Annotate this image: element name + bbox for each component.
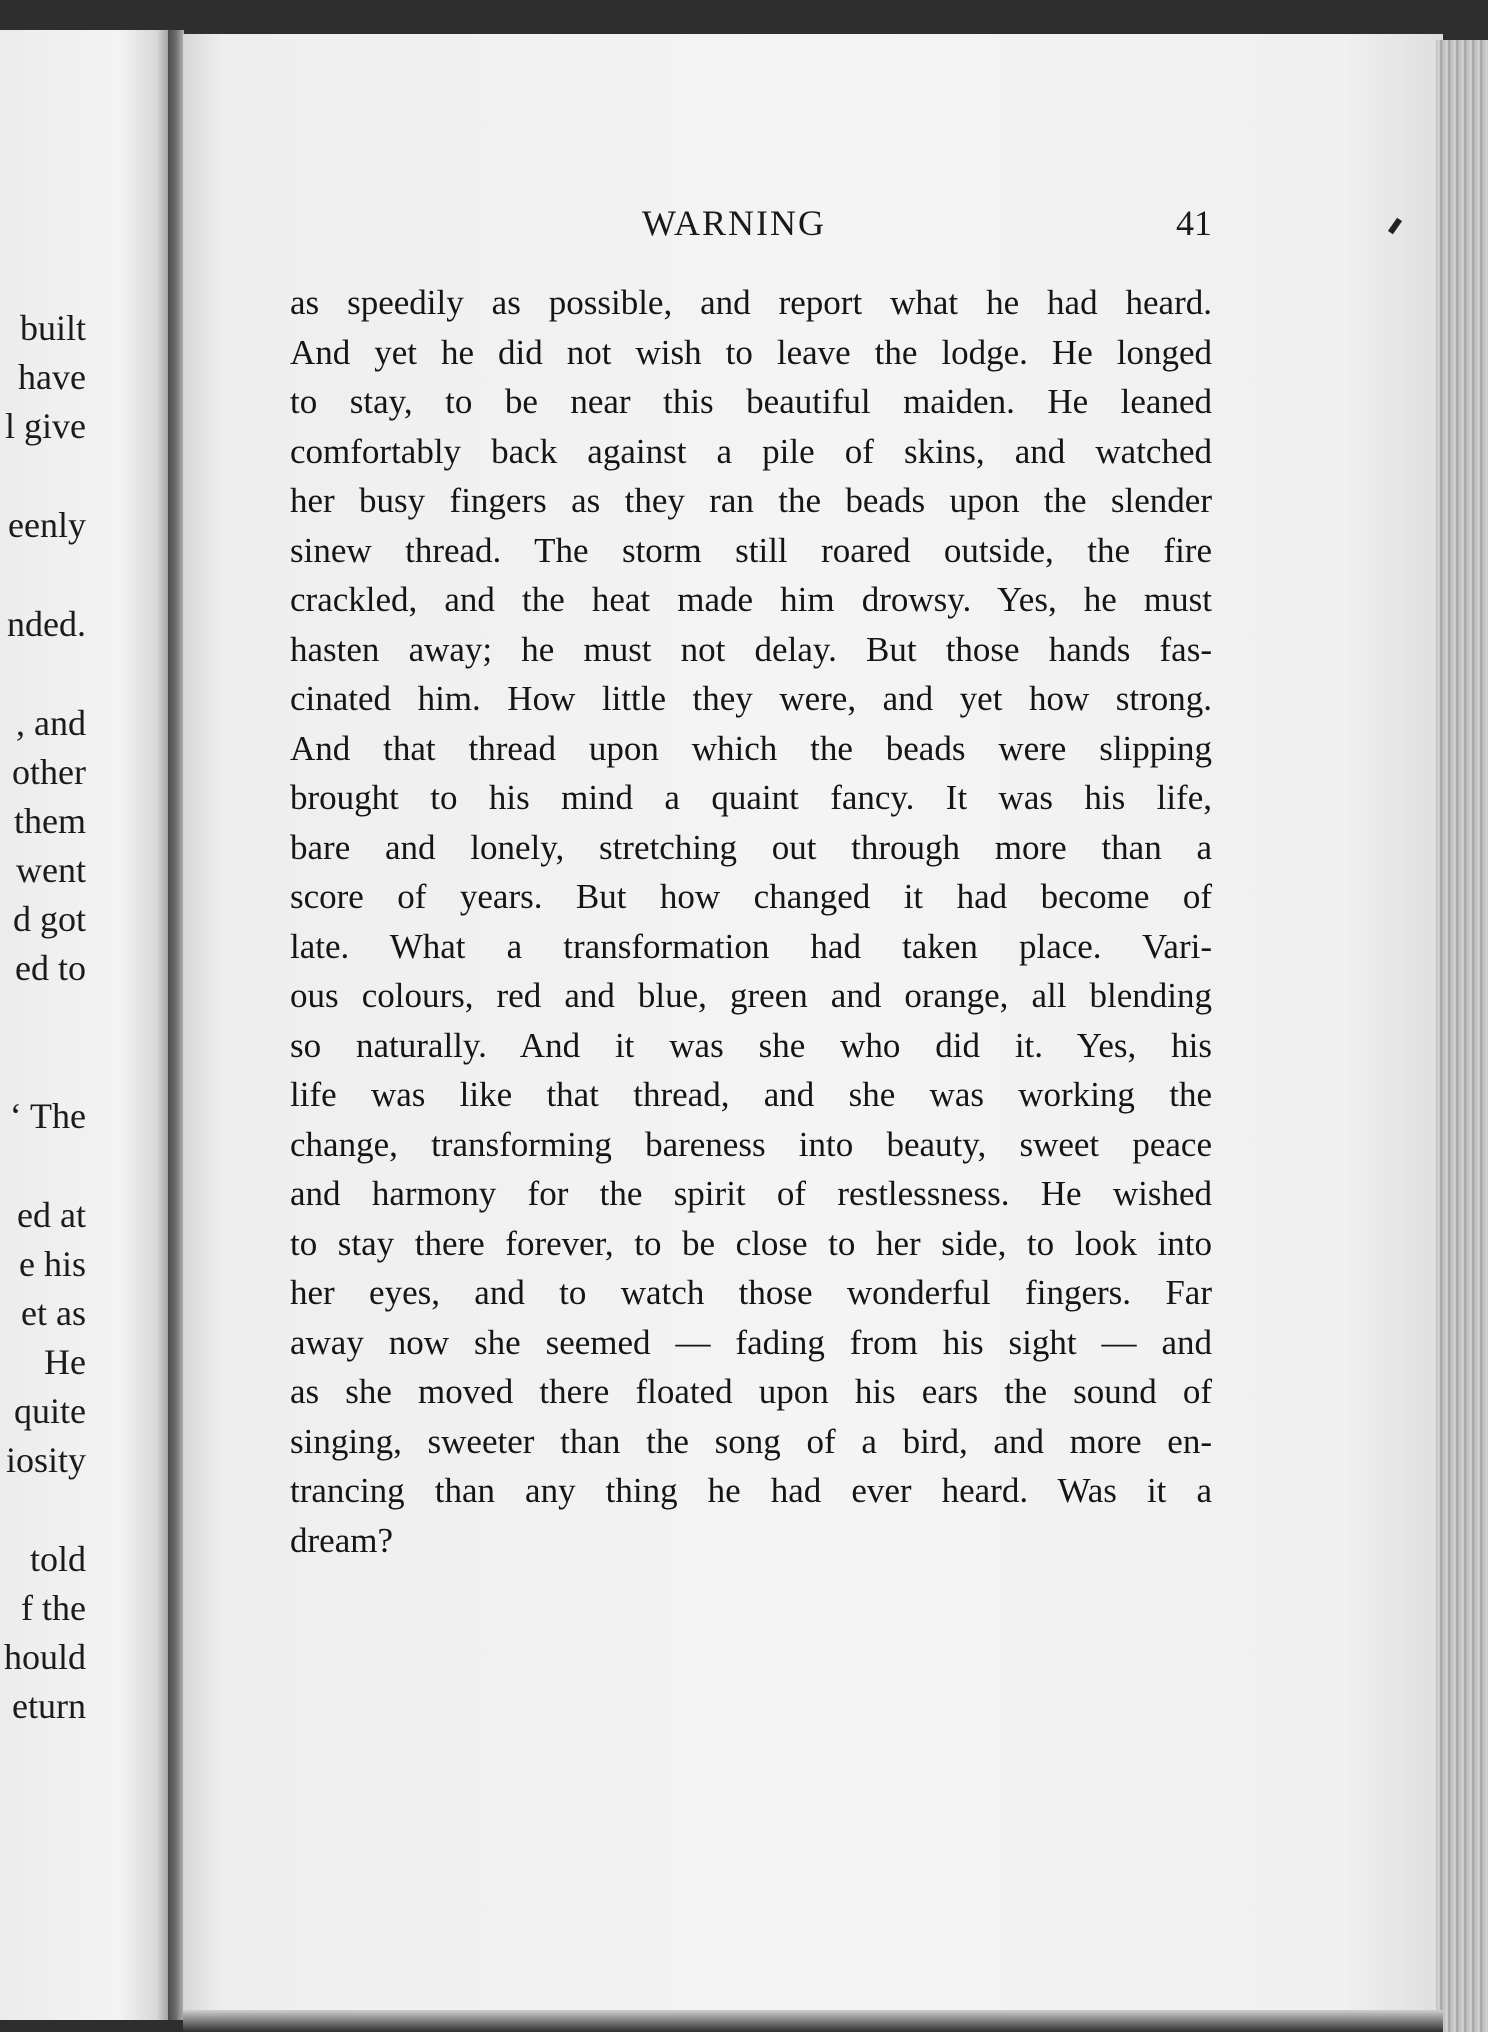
left-fragment: went — [16, 850, 86, 890]
left-fragment: ‘ The — [9, 1096, 86, 1136]
text-line: hasten away; he must not delay. But those hands fas- — [290, 629, 1212, 669]
left-fragment: He — [44, 1342, 86, 1382]
text-line: score of years. But how changed it had become of — [290, 877, 1212, 916]
text-line: singing, sweeter than the song of a bird, and more en- — [290, 1421, 1212, 1461]
left-fragment: eenly — [8, 505, 86, 545]
left-fragment: hould — [3, 1637, 86, 1677]
page-edges — [1436, 40, 1488, 2032]
text-line: dream? — [290, 1520, 393, 1560]
left-fragment: e his — [19, 1244, 86, 1284]
text-line: her busy fingers as they ran the beads upon the slender — [290, 481, 1212, 520]
left-fragment: , and — [16, 703, 86, 743]
left-page — [0, 30, 170, 2020]
left-fragment: d got — [12, 899, 86, 939]
running-head — [290, 198, 1212, 248]
left-fragment: l give — [5, 406, 86, 446]
left-fragment: eturn — [12, 1686, 86, 1726]
book-gutter — [168, 30, 184, 2020]
left-fragment: ed to — [15, 948, 86, 988]
text-line: and harmony for the spirit of restlessness. He wished — [290, 1174, 1212, 1213]
text-line: cinated him. How little they were, and yet how strong. — [290, 679, 1212, 718]
text-line: so naturally. And it was she who did it. Yes, his — [290, 1025, 1212, 1065]
left-fragment: told — [29, 1539, 86, 1579]
text-line: late. What a transformation had taken place. Vari- — [290, 926, 1212, 966]
text-line: crackled, and the heat made him drowsy. Yes, he must — [290, 580, 1212, 619]
page-number: 41 — [1176, 203, 1212, 243]
left-fragment: have — [18, 357, 86, 397]
left-fragment: ed at — [17, 1195, 86, 1235]
text-line: And that thread upon which the beads were slipping — [290, 728, 1212, 768]
text-line: change, transforming bareness into beauty, sweet peace — [290, 1124, 1212, 1164]
bottom-shadow — [183, 2010, 1443, 2032]
text-line: sinew thread. The storm still roared outside, the fire — [290, 530, 1212, 570]
text-line: brought to his mind a quaint fancy. It was his life, — [290, 778, 1212, 817]
text-line: to stay there forever, to be close to her side, to look into — [290, 1223, 1212, 1263]
body-text — [290, 278, 1212, 1565]
left-fragment: other — [12, 752, 86, 792]
left-fragment: them — [14, 801, 86, 841]
chapter-title: WARNING — [642, 203, 826, 243]
text-line: trancing than any thing he had ever heard. Was it a — [290, 1471, 1212, 1510]
left-page-text-fragments — [0, 30, 170, 2020]
text-line: And yet he did not wish to leave the lodge. He longed — [290, 332, 1212, 372]
text-line: as she moved there floated upon his ears the sound of — [290, 1372, 1212, 1411]
text-line: comfortably back against a pile of skins, and watched — [290, 431, 1212, 471]
text-line: her eyes, and to watch those wonderful fingers. Far — [290, 1273, 1212, 1312]
left-fragment: quite — [14, 1391, 86, 1431]
text-line: bare and lonely, stretching out through more than a — [290, 827, 1212, 867]
text-line: life was like that thread, and she was working the — [290, 1075, 1212, 1114]
left-fragment: et as — [21, 1293, 86, 1333]
left-fragment: iosity — [5, 1440, 86, 1480]
text-line: as speedily as possible, and report what he had heard. — [290, 283, 1212, 322]
left-fragment: f the — [21, 1588, 86, 1628]
left-fragment: nded. — [7, 604, 86, 644]
left-fragment: built — [19, 308, 86, 348]
text-line: away now she seemed — fading from his sight — and — [290, 1322, 1212, 1362]
text-line: to stay, to be near this beautiful maiden. He leaned — [290, 382, 1212, 421]
text-line: ous colours, red and blue, green and orange, all blending — [290, 976, 1212, 1015]
